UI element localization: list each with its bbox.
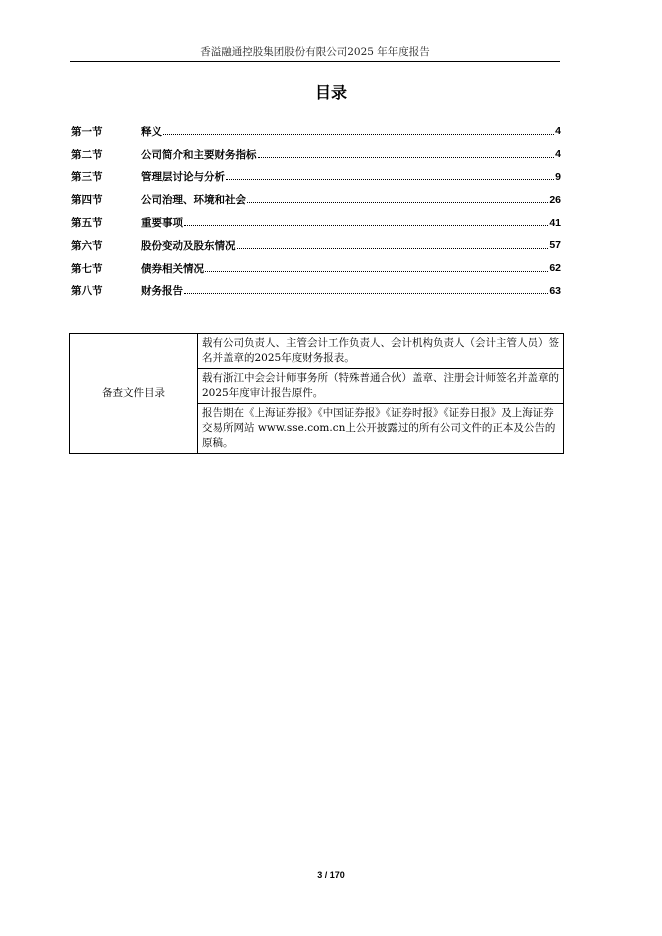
toc-section-number: 第七节 (71, 262, 103, 275)
toc-leader (247, 202, 548, 203)
toc-entry[interactable] (71, 166, 561, 189)
table-of-contents (71, 120, 561, 302)
toc-section-title: 股份变动及股东情况 (141, 239, 236, 252)
toc-page-number: 26 (549, 193, 561, 206)
reference-item: 载有浙江中会会计师事务所（特殊普通合伙）盖章、注册会计师签名并盖章的2025年度审计报告原件。 (198, 369, 564, 404)
toc-entry[interactable] (71, 234, 561, 257)
toc-section-title: 管理层讨论与分析 (141, 171, 225, 184)
toc-entry[interactable] (71, 280, 561, 303)
toc-section-title: 债券相关情况 (141, 262, 204, 275)
toc-section-number: 第四节 (71, 194, 103, 207)
reference-documents-label: 备查文件目录 (70, 334, 198, 454)
reference-item: 载有公司负责人、主管会计工作负责人、会计机构负责人（会计主管人员）签名并盖章的2025年度财务报表。 (198, 334, 564, 369)
toc-section-number: 第六节 (71, 239, 103, 252)
toc-page-number: 62 (549, 262, 561, 275)
header-rule (70, 61, 560, 62)
reference-documents-table (69, 333, 564, 454)
toc-page-number: 4 (555, 125, 561, 138)
toc-section-number: 第三节 (71, 171, 103, 184)
page-header: 香溢融通控股集团股份有限公司2025 年年度报告 (200, 46, 430, 58)
table-row (70, 334, 564, 369)
toc-leader (184, 225, 548, 226)
toc-entry[interactable] (71, 120, 561, 143)
toc-leader (226, 179, 554, 180)
toc-section-number: 第二节 (71, 148, 103, 161)
toc-section-number: 第一节 (71, 125, 103, 138)
toc-leader (184, 293, 548, 294)
toc-entry[interactable] (71, 188, 561, 211)
toc-entry[interactable] (71, 211, 561, 234)
toc-section-title: 财务报告 (141, 285, 183, 298)
toc-page-number: 63 (549, 284, 561, 297)
toc-section-title: 释义 (141, 125, 162, 138)
toc-section-title: 重要事项 (141, 217, 183, 230)
toc-page-number: 57 (549, 239, 561, 252)
toc-leader (237, 248, 549, 249)
toc-leader (205, 271, 548, 272)
toc-section-title: 公司治理、环境和社会 (141, 194, 246, 207)
toc-section-title: 公司简介和主要财务指标 (141, 148, 257, 161)
reference-item: 报告期在《上海证券报》《中国证券报》《证券时报》《证券日报》及上海证券交易所网站 www.sse.com.cn上公开披露过的所有公司文件的正本及公告的原稿。 (198, 404, 564, 454)
toc-section-number: 第五节 (71, 217, 103, 230)
toc-entry[interactable] (71, 257, 561, 280)
toc-entry[interactable] (71, 143, 561, 166)
toc-page-number: 4 (555, 148, 561, 161)
toc-title: 目录 (314, 83, 347, 102)
toc-leader (163, 134, 554, 135)
toc-page-number: 41 (549, 216, 561, 229)
toc-page-number: 9 (555, 170, 561, 183)
page-number: 3 / 170 (317, 870, 345, 880)
toc-leader (258, 157, 555, 158)
toc-section-number: 第八节 (71, 285, 103, 298)
